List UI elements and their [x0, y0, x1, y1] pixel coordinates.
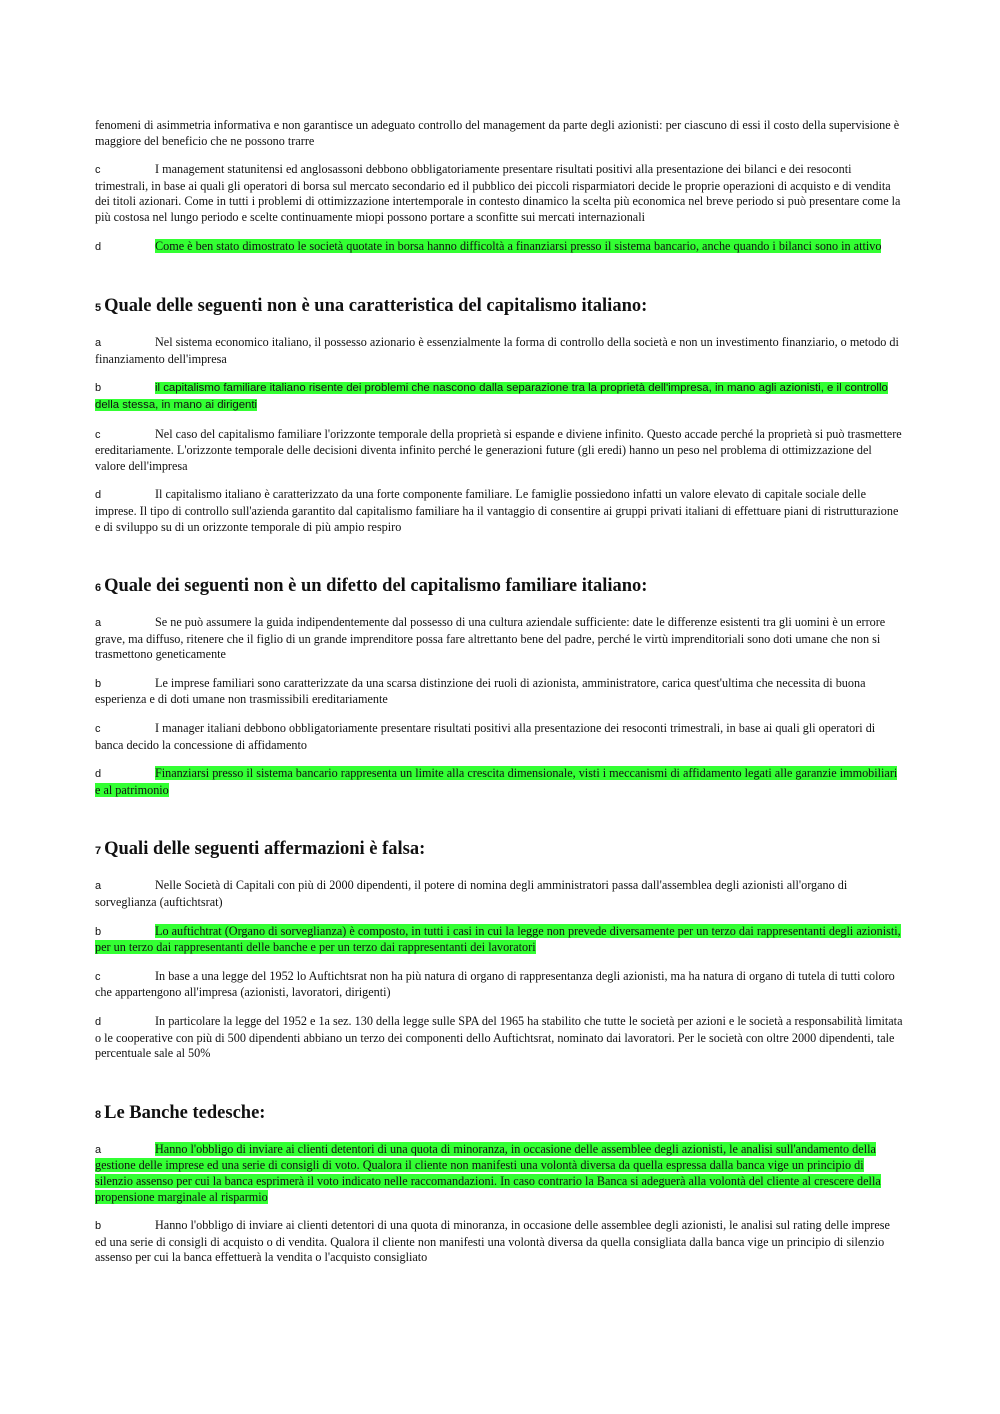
option-letter: c	[95, 164, 101, 177]
document-page	[95, 118, 903, 1279]
q8-option-b	[95, 1218, 903, 1266]
option-letter: b	[95, 677, 102, 690]
option-letter: a	[95, 1143, 102, 1156]
question-text: Quali delle seguenti affermazioni è falsa:	[104, 839, 426, 860]
q6-option-d-correct	[95, 766, 903, 798]
option-letter: a	[95, 880, 102, 893]
option-letter: a	[95, 617, 102, 630]
question-6-title	[95, 575, 903, 599]
q7-option-d	[95, 1014, 903, 1062]
option-letter: c	[95, 723, 101, 736]
q6-option-a	[95, 615, 903, 663]
highlighted-answer: Hanno l'obbligo di inviare ai clienti detentori di una quota di minoranza, in occasione delle assemblee degli azionisti, le analisi sull'andamento della gestione delle imprese ed una serie di consigli di voto. Qualora il cliente non manifesti una volontà diversa da quella espressa dalla banca vige un principio di silenzio assenso per cui la banca esprimerà il voto indicato nelle raccomandazioni. In caso contrario la Banca si adeguerà alla volontà del cliente al crescere della propensione marginale al risparmio	[95, 1141, 881, 1204]
option-c-prev	[95, 162, 903, 225]
option-text: I management statunitensi ed anglosassoni debbono obbligatoriamente presentare risultati positivi alla presentazione dei bilanci e dei resoconti trimestrali, in base ai quali gli operatori di borsa sul mercato secondario ed il pubblico dei piccoli risparmiatori decide le proprie operazioni di acquisto e di vendita dei titoli azionari. Come in tutti i problemi di ottimizzazione intertemporale in contesto dinamico la scelta più economica nel breve periodo si può presentare come la più costosa nel lungo periodo e scelte continuamente miopi possono portare a sconfitte sui mercati internazionali	[95, 162, 901, 224]
option-letter: d	[95, 768, 102, 781]
q7-option-a	[95, 878, 903, 910]
q6-option-c	[95, 721, 903, 753]
option-text: Nelle Società di Capitali con più di 2000 dipendenti, il potere di nomina degli amministratori passa dall'assemblea degli azionisti all'organo di sorveglianza (auftichtsrat)	[95, 878, 848, 910]
option-letter: d	[95, 240, 102, 253]
question-8-title	[95, 1102, 903, 1126]
q6-option-b	[95, 676, 903, 708]
option-text: Nel caso del capitalismo familiare l'orizzonte temporale della proprietà si espande e diviene infinito. Questo accade perché la proprietà si può trasmettere ereditariamente. L'orizzonte temporale delle decisioni diventa infinito perché le generazioni future (gli eredi) hanno un peso nel problema di ottimizzazione del valore dell'impresa	[95, 426, 902, 473]
highlighted-answer: Lo auftichtrat (Organo di sorveglianza) è composto, in tutti i casi in cui la legge non prevede diversamente per un terzo dai rappresentanti degli azionisti, per un terzo dai rappresentanti delle banche e per un terzo dai rappresentanti dei lavoratori	[95, 923, 901, 955]
option-letter: c	[95, 428, 101, 441]
question-5-title	[95, 295, 903, 319]
option-text: I manager italiani debbono obbligatoriamente presentare risultati positivi alla presentazione dei resoconti trimestrali, in base ai quali gli operatori di banca decido la concessione di affidamento	[95, 721, 876, 752]
question-number: 8	[95, 1108, 102, 1121]
question-text: Quale delle seguenti non è una caratteristica del capitalismo italiano:	[104, 296, 648, 317]
highlighted-answer: Come è ben stato dimostrato le società quotate in borsa hanno difficoltà a finanziarsi presso il sistema bancario, anche quando i bilanci sono in attivo	[155, 238, 882, 253]
q7-option-b-correct	[95, 924, 903, 956]
option-letter: b	[95, 1220, 102, 1233]
q5-option-c	[95, 427, 903, 475]
question-7-title	[95, 838, 903, 862]
question-number: 5	[95, 302, 102, 315]
option-text: Le imprese familiari sono caratterizzate da una scarsa distinzione dei ruoli di azionista, amministratore, carica quest'ultima che necessita di buona esperienza e di doti umane non trasmissibili ereditariamente	[95, 675, 866, 707]
q8-option-a-correct	[95, 1142, 903, 1205]
option-letter: b	[95, 925, 102, 938]
q5-option-d	[95, 487, 903, 535]
continuation-paragraph: fenomeni di asimmetria informativa e non garantisce un adeguato controllo del management da parte degli azionisti: per ciascuno di essi il costo della supervisione è maggiore del beneficio che ne possono trarre	[95, 118, 900, 148]
question-text: Quale dei seguenti non è un difetto del capitalismo familiare italiano:	[104, 576, 648, 597]
highlighted-answer: il capitalismo familiare italiano risente dei problemi che nascono dalla separazione tra la proprietà dell'impresa, in mano agli azionisti, e il controllo della stessa, in mano ai dirigenti	[95, 382, 888, 411]
option-letter: d	[95, 489, 102, 502]
option-text: Hanno l'obbligo di inviare ai clienti detentori di una quota di minoranza, in occasione delle assemblee degli azionisti, le analisi sul rating delle imprese ed una serie di consigli di acquisto o di vendita. Qualora il cliente non manifesti una volontà diversa da quella consigliata dalla banca vige un principio di silenzio assenso per cui la banca effettuerà la vendita o l'acquisto consigliato	[95, 1218, 890, 1265]
question-number: 7	[95, 845, 102, 858]
question-number: 6	[95, 582, 102, 595]
option-letter: b	[95, 382, 102, 395]
option-text: In base a una legge del 1952 lo Auftichtsrat non ha più natura di organo di rappresentanza degli azionisti, ma ha natura di organo di tutela di tutti coloro che appartengono all'impresa (azionisti, lavoratori, dirigenti)	[95, 968, 895, 1000]
option-letter: a	[95, 337, 102, 350]
question-text: Le Banche tedesche:	[104, 1102, 266, 1123]
option-text: Nel sistema economico italiano, il possesso azionario è essenzialmente la forma di controllo della società e non un investimento finanziario, o metodo di finanziamento dell'impresa	[95, 335, 899, 366]
option-text: Se ne può assumere la guida indipendentemente dal possesso di una cultura aziendale sufficiente: date le differenze esistenti tra gli uomini è un errore grave, ma diffuso, ritenere che il figlio di un grande imprenditore possa fare altrettanto bene del padre, perché le virtù imprenditoriali sono doti umane che non si trasmettono geneticamente	[95, 615, 886, 662]
option-letter: c	[95, 970, 101, 983]
option-text: Il capitalismo italiano è caratterizzato da una forte componente familiare. Le famiglie possiedono infatti un valore elevato di capitale sociale delle imprese. Il tipo di controllo sull'azienda garantito dal capitalismo familiare ha il vantaggio di consentire ai gruppi privati italiani di effettuare piani di ristrutturazione e di sviluppo su di un orizzonte temporale di più ampio respiro	[95, 487, 899, 534]
q5-option-a	[95, 335, 903, 367]
option-text: In particolare la legge del 1952 e 1a sez. 130 della legge sulle SPA del 1965 ha stabilito che tutte le società per azioni e le società a responsabilità limitata o le cooperative con più di 500 dipendenti abbiano un terzo dei componenti dello Auftichtsrat, nominato dai lavoratori. Per le società con oltre 2000 dipendenti, tale percentuale sale al 50%	[95, 1014, 903, 1061]
option-letter: d	[95, 1016, 102, 1028]
highlighted-answer: Finanziarsi presso il sistema bancario rappresenta un limite alla crescita dimensionale, visti i meccanismi di affidamento legati alle garanzie immobiliari e al patrimonio	[95, 766, 898, 797]
option-d-prev-correct	[95, 239, 903, 256]
q5-option-b-correct	[95, 380, 903, 413]
q7-option-c	[95, 969, 903, 1001]
